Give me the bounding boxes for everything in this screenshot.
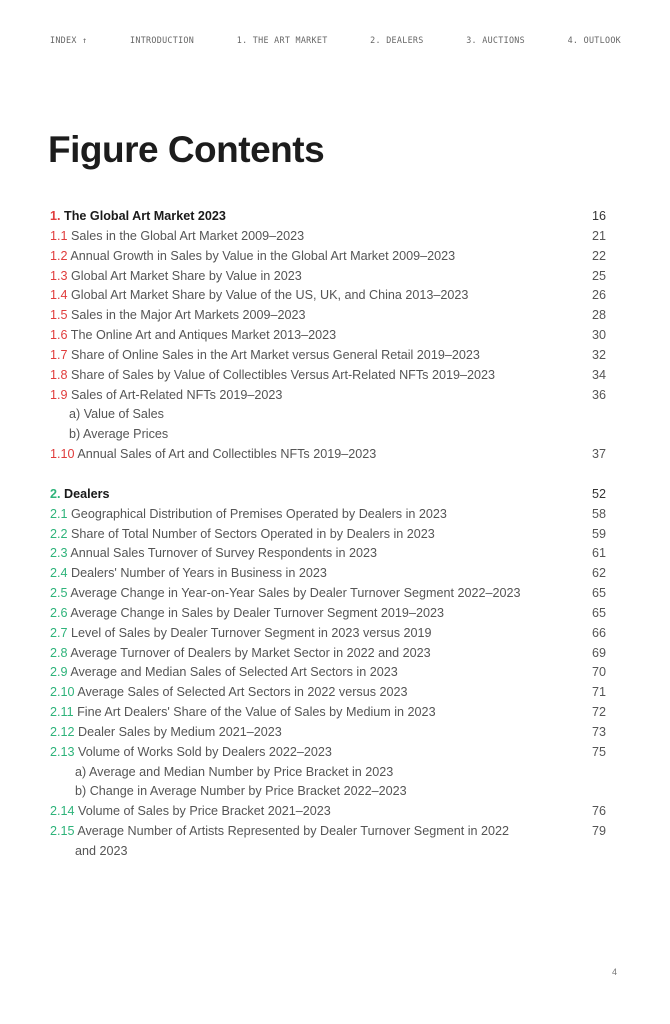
section-number: 1. bbox=[50, 209, 61, 223]
figure-title: Share of Online Sales in the Art Market versus General Retail 2019–2023 bbox=[71, 347, 480, 362]
figure-title: Fine Art Dealers' Share of the Value of Sales by Medium in 2023 bbox=[77, 705, 436, 720]
figure-title: Level of Sales by Dealer Turnover Segment in 2023 versus 2019 bbox=[71, 625, 432, 640]
figure-title: Annual Growth in Sales by Value in the Global Art Market 2009–2023 bbox=[70, 248, 456, 263]
figure-title: Dealer Sales by Medium 2021–2023 bbox=[78, 724, 282, 739]
page-ref: 16 bbox=[591, 209, 606, 223]
toc-entry[interactable] bbox=[50, 306, 606, 326]
toc-entry[interactable] bbox=[50, 525, 606, 545]
figure-title: Annual Sales Turnover of Survey Respondents in 2023 bbox=[70, 546, 377, 561]
toc-entry[interactable] bbox=[50, 386, 606, 406]
page-ref: 26 bbox=[591, 288, 606, 303]
toc-entry[interactable] bbox=[50, 644, 606, 664]
page-ref: 66 bbox=[591, 625, 606, 640]
figure-number: 2.7 bbox=[50, 625, 68, 640]
page-ref: 32 bbox=[591, 347, 606, 362]
subfigure-title: b) Change in Average Number by Price Bracket 2022–2023 bbox=[75, 784, 407, 799]
toc-entry[interactable] bbox=[50, 604, 606, 624]
figure-title: Dealers' Number of Years in Business in 2023 bbox=[71, 566, 327, 581]
figure-title: Average Turnover of Dealers by Market Sector in 2022 and 2023 bbox=[70, 645, 431, 660]
figure-number: 2.12 bbox=[50, 724, 75, 739]
figure-title: Geographical Distribution of Premises Operated by Dealers in 2023 bbox=[71, 506, 447, 521]
figure-number: 2.3 bbox=[50, 546, 68, 561]
page-ref: 71 bbox=[591, 685, 606, 700]
subfigure-title: a) Value of Sales bbox=[69, 407, 164, 422]
figure-title: Average Change in Year-on-Year Sales by Dealer Turnover Segment 2022–2023 bbox=[70, 586, 521, 601]
toc-entry[interactable] bbox=[50, 802, 606, 822]
toc-entry[interactable] bbox=[50, 544, 606, 564]
figure-number: 1.3 bbox=[50, 268, 68, 283]
toc-entry[interactable] bbox=[50, 703, 606, 723]
nav-dealers-link[interactable]: 2. DEALERS bbox=[370, 35, 424, 45]
figure-number: 2.9 bbox=[50, 665, 68, 680]
page-ref: 52 bbox=[591, 486, 606, 501]
toc-entry[interactable] bbox=[50, 683, 606, 703]
toc-entry[interactable] bbox=[50, 366, 606, 386]
figure-title: Sales of Art-Related NFTs 2019–2023 bbox=[71, 387, 283, 402]
figure-title: Average Change in Sales by Dealer Turnover Segment 2019–2023 bbox=[70, 605, 444, 620]
page-ref: 36 bbox=[591, 387, 606, 402]
toc-entry[interactable] bbox=[50, 743, 606, 763]
page-ref: 79 bbox=[591, 824, 606, 839]
page-ref: 65 bbox=[591, 586, 606, 601]
page-ref: 69 bbox=[591, 645, 606, 660]
figure-title: Average Sales of Selected Art Sectors in 2022 versus 2023 bbox=[77, 685, 408, 700]
section-title: Dealers bbox=[64, 486, 110, 501]
figure-number: 2.14 bbox=[50, 804, 75, 819]
toc-entry[interactable] bbox=[50, 326, 606, 346]
figure-number: 2.15 bbox=[50, 824, 75, 839]
figure-title: Sales in the Major Art Markets 2009–2023 bbox=[71, 308, 306, 323]
page-ref: 28 bbox=[591, 308, 606, 323]
toc-entry[interactable] bbox=[50, 227, 606, 247]
toc-entry[interactable] bbox=[50, 346, 606, 366]
nav-outlook-link[interactable]: 4. OUTLOOK bbox=[567, 35, 621, 45]
toc-entry[interactable] bbox=[50, 663, 606, 683]
nav-introduction-link[interactable]: INTRODUCTION bbox=[130, 35, 195, 45]
figure-number: 1.4 bbox=[50, 288, 68, 303]
page-ref: 37 bbox=[591, 447, 606, 462]
figure-number: 2.13 bbox=[50, 744, 75, 759]
nav-art-market-link[interactable]: 1. THE ART MARKET bbox=[236, 35, 328, 45]
figure-title: Share of Sales by Value of Collectibles Versus Art-Related NFTs 2019–2023 bbox=[71, 367, 496, 382]
page-ref: 34 bbox=[591, 367, 606, 382]
nav-auctions-link[interactable]: 3. AUCTIONS bbox=[466, 35, 525, 45]
figure-number: 1.2 bbox=[50, 248, 68, 263]
figure-number: 2.1 bbox=[50, 506, 68, 521]
page-ref: 21 bbox=[591, 228, 606, 243]
subfigure-title: a) Average and Median Number by Price Bracket in 2023 bbox=[75, 764, 394, 779]
figure-title: Volume of Works Sold by Dealers 2022–2023 bbox=[78, 744, 332, 759]
toc-section-heading[interactable] bbox=[50, 485, 606, 505]
figure-number: 2.10 bbox=[50, 685, 75, 700]
toc-subentry[interactable] bbox=[50, 425, 606, 445]
toc-entry[interactable] bbox=[50, 267, 606, 287]
nav-index-link[interactable]: INDEX ↑ bbox=[50, 35, 88, 45]
toc-entry[interactable] bbox=[50, 822, 606, 842]
page-ref: 30 bbox=[591, 328, 606, 343]
section-number: 2. bbox=[50, 486, 61, 501]
toc-subentry[interactable] bbox=[50, 405, 606, 425]
toc-entry[interactable] bbox=[50, 624, 606, 644]
figure-number: 2.4 bbox=[50, 566, 68, 581]
page-ref: 58 bbox=[591, 506, 606, 521]
figure-number: 1.9 bbox=[50, 387, 68, 402]
figure-number: 2.6 bbox=[50, 605, 68, 620]
figure-number: 1.7 bbox=[50, 347, 68, 362]
figure-title-continuation: and 2023 bbox=[75, 844, 128, 858]
figure-number: 2.11 bbox=[50, 705, 74, 720]
figure-number: 2.5 bbox=[50, 586, 68, 601]
subfigure-title: b) Average Prices bbox=[69, 427, 169, 442]
toc-entry[interactable] bbox=[50, 247, 606, 267]
figure-number: 1.10 bbox=[50, 447, 75, 462]
top-navigation bbox=[50, 34, 621, 46]
figure-number: 1.8 bbox=[50, 367, 68, 382]
page-ref: 61 bbox=[591, 546, 606, 561]
figure-title: Sales in the Global Art Market 2009–2023 bbox=[71, 228, 305, 243]
toc-entry-continuation bbox=[50, 842, 606, 862]
figure-contents-list bbox=[50, 207, 606, 862]
page-ref: 73 bbox=[591, 724, 606, 739]
figure-title: Volume of Sales by Price Bracket 2021–2023 bbox=[78, 804, 331, 819]
figure-title: Annual Sales of Art and Collectibles NFTs 2019–2023 bbox=[77, 447, 377, 462]
section-spacer bbox=[50, 465, 606, 485]
page-ref: 65 bbox=[591, 605, 606, 620]
page-ref: 75 bbox=[591, 744, 606, 759]
figure-number: 2.8 bbox=[50, 645, 68, 660]
figure-number: 1.1 bbox=[50, 228, 68, 243]
figure-title: Average and Median Sales of Selected Art Sectors in 2023 bbox=[70, 665, 398, 680]
figure-title: Share of Total Number of Sectors Operated in by Dealers in 2023 bbox=[71, 526, 435, 541]
figure-title: Global Art Market Share by Value of the US, UK, and China 2013–2023 bbox=[71, 288, 469, 303]
toc-entry[interactable] bbox=[50, 445, 606, 465]
toc-entry[interactable] bbox=[50, 564, 606, 584]
figure-title: The Online Art and Antiques Market 2013–2023 bbox=[70, 328, 337, 343]
page-ref: 25 bbox=[591, 268, 606, 283]
figure-number: 2.2 bbox=[50, 526, 68, 541]
figure-number: 1.6 bbox=[50, 328, 68, 343]
figure-title: Average Number of Artists Represented by Dealer Turnover Segment in 2022 bbox=[77, 824, 510, 839]
toc-subentry[interactable] bbox=[50, 782, 606, 802]
figure-number: 1.5 bbox=[50, 308, 68, 323]
page-ref: 70 bbox=[591, 665, 606, 680]
toc-entry[interactable] bbox=[50, 505, 606, 525]
page-ref: 72 bbox=[591, 705, 606, 720]
toc-entry[interactable] bbox=[50, 286, 606, 306]
toc-entry[interactable] bbox=[50, 723, 606, 743]
page-ref: 62 bbox=[591, 566, 606, 581]
toc-section-heading[interactable] bbox=[50, 207, 606, 227]
figure-title: Global Art Market Share by Value in 2023 bbox=[71, 268, 302, 283]
page-ref: 22 bbox=[591, 248, 606, 263]
page-ref: 59 bbox=[591, 526, 606, 541]
page-number: 4 bbox=[612, 967, 618, 977]
page-title: Figure Contents bbox=[48, 129, 325, 170]
toc-entry[interactable] bbox=[50, 584, 606, 604]
section-title: The Global Art Market 2023 bbox=[64, 209, 226, 223]
toc-subentry[interactable] bbox=[50, 763, 606, 783]
page-ref: 76 bbox=[591, 804, 606, 819]
